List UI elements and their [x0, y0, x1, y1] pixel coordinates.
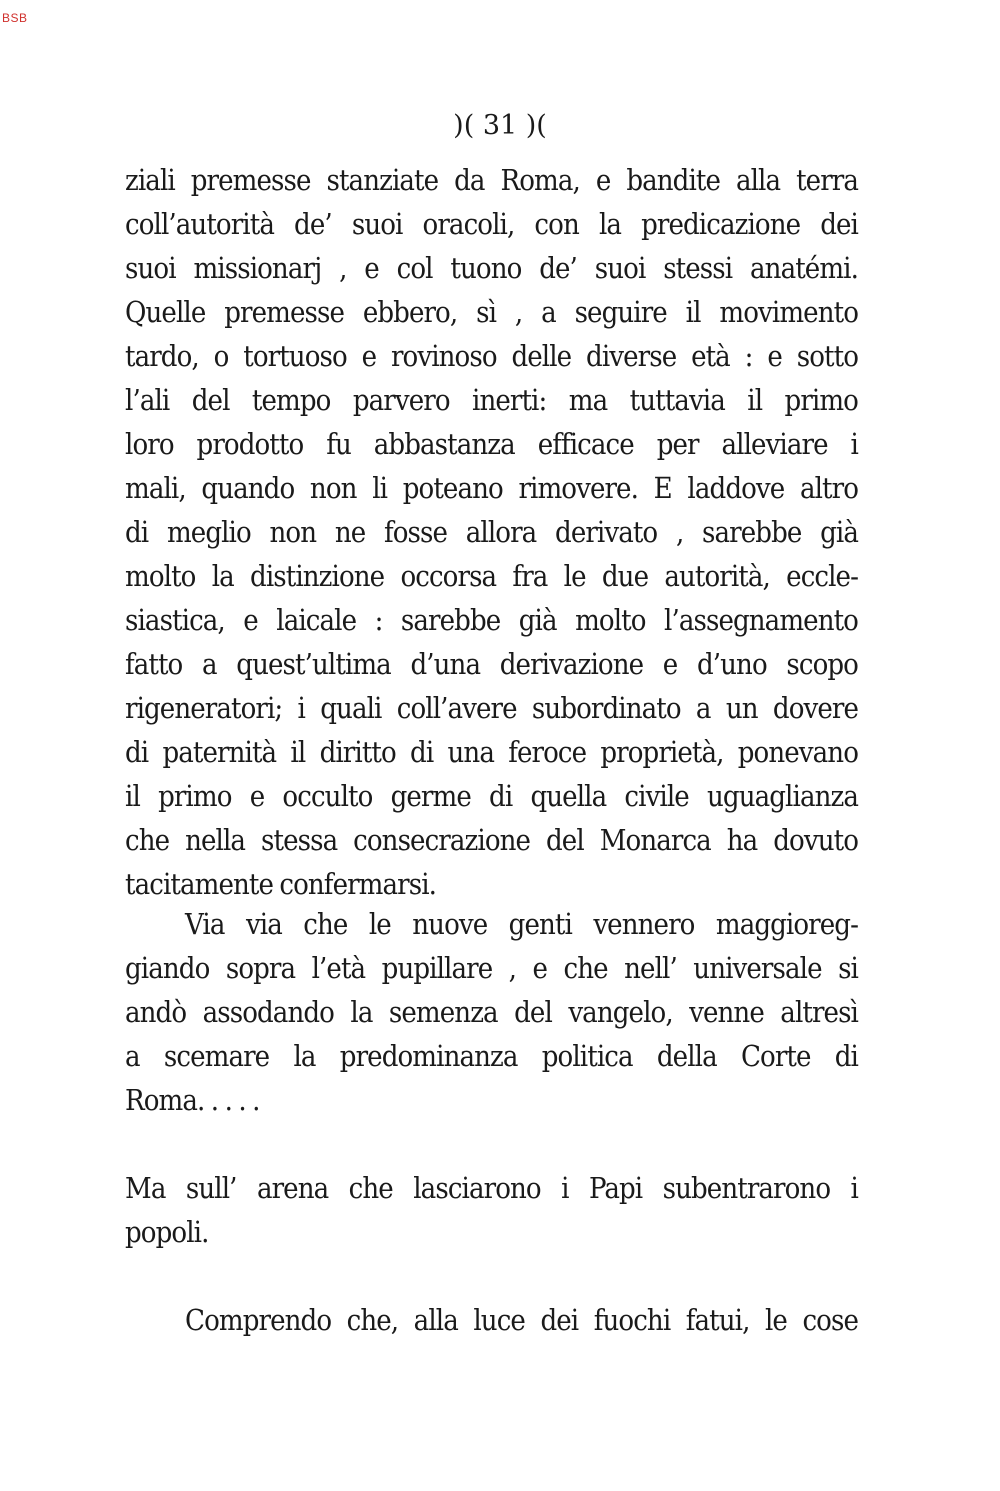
text-line: siastica, e laicale : sarebbe già molto l’assegnamento: [125, 603, 858, 637]
text-line: rigeneratori; i quali coll’avere subordinato a un dovere: [125, 691, 858, 725]
text-line: mali, quando non li poteano rimovere. E laddove altro: [125, 471, 858, 505]
paragraph-1: [125, 158, 858, 906]
library-watermark: BSB: [2, 11, 28, 25]
text-line: a scemare la predominanza politica della Corte di: [125, 1039, 858, 1073]
text-line: loro prodotto fu abbastanza efficace per alleviare i: [125, 427, 858, 461]
text-line: Roma. . . . .: [125, 1083, 260, 1117]
text-line: di paternità il diritto di una feroce proprietà, ponevano: [125, 735, 858, 769]
page-number: )( 31 )(: [453, 110, 547, 141]
text-line: Ma sull’ arena che lasciarono i Papi subentrarono i: [125, 1171, 858, 1205]
text-line: che nella stessa consecrazione del Monarca ha dovuto: [125, 823, 858, 857]
text-line: giando sopra l’età pupillare , e che nell’ universale si: [125, 951, 858, 985]
paragraph-2: [125, 902, 858, 1122]
text-line: il primo e occulto germe di quella civile uguaglianza: [125, 779, 858, 813]
text-line: molto la distinzione occorsa fra le due autorità, eccle-: [125, 559, 858, 593]
text-line: tacitamente confermarsi.: [125, 867, 437, 901]
text-line: Quelle premesse ebbero, sì , a seguire il movimento: [125, 295, 858, 329]
paragraph-3: [125, 1166, 858, 1254]
text-line: di meglio non ne fosse allora derivato , sarebbe già: [125, 515, 858, 549]
text-line: suoi missionarj , e col tuono de’ suoi stessi anatémi.: [125, 251, 858, 285]
text-line: fatto a quest’ultima d’una derivazione e d’uno scopo: [125, 647, 858, 681]
paragraph-4: [125, 1298, 858, 1342]
text-line: Comprendo che, alla luce dei fuochi fatui, le cose: [185, 1303, 858, 1337]
text-line: ziali premesse stanziate da Roma, e bandite alla terra: [125, 163, 858, 197]
text-line: popoli.: [125, 1215, 209, 1249]
text-line: tardo, o tortuoso e rovinoso delle diverse età : e sotto: [125, 339, 858, 373]
text-line: andò assodando la semenza del vangelo, venne altresì: [125, 995, 858, 1029]
text-line: Via via che le nuove genti vennero maggioreg-: [185, 907, 858, 941]
text-line: coll’autorità de’ suoi oracoli, con la predicazione dei: [125, 207, 858, 241]
text-line: l’ali del tempo parvero inerti: ma tuttavia il primo: [125, 383, 858, 417]
